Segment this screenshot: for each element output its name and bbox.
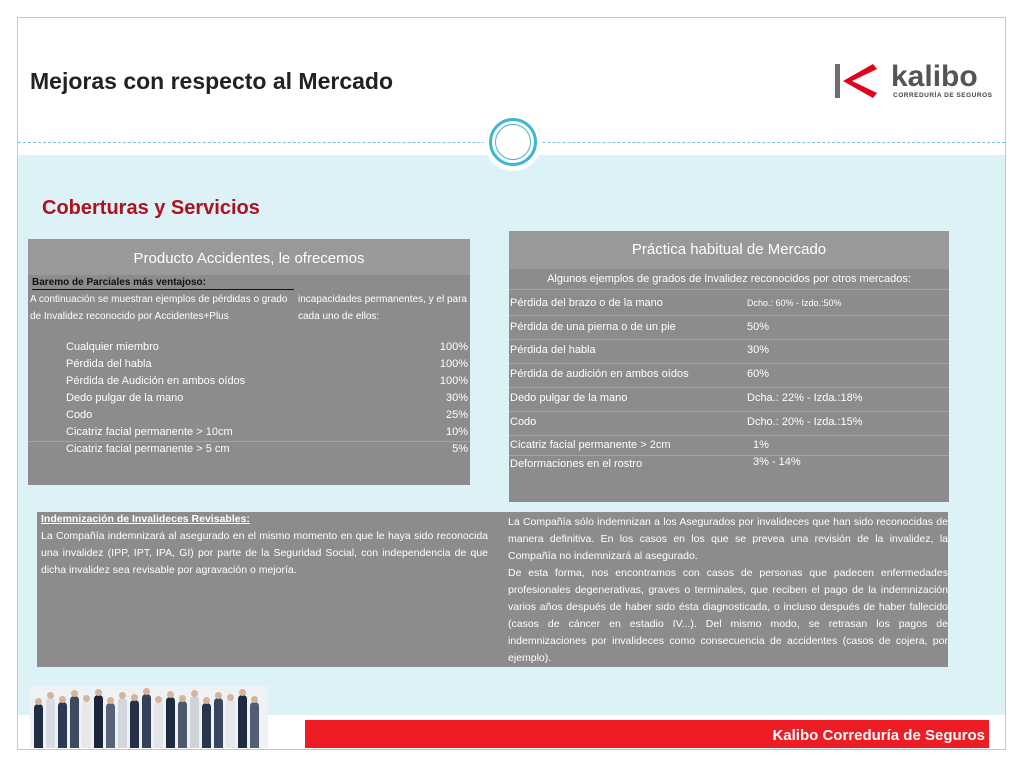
footer-text: Kalibo Correduría de Seguros	[772, 727, 985, 744]
row-label: Pérdida de Audición en ambos oídos	[66, 375, 246, 387]
photo-person	[202, 703, 211, 748]
row-label: Pérdida del habla	[66, 358, 152, 370]
photo-person	[142, 694, 151, 748]
table-row	[66, 407, 470, 424]
table-row	[509, 292, 949, 315]
photo-person-head	[251, 696, 258, 703]
photo-person-head	[143, 688, 150, 695]
photo-person	[214, 698, 223, 748]
photo-person	[130, 700, 139, 748]
producto-intro-left: A continuación se muestran ejemplos de pérdidas o grado de Invalidez reconocido por Accidentes+Plus	[30, 294, 288, 322]
row-label: Pérdida de una pierna o de un pie	[510, 321, 676, 333]
row-value: 100%	[439, 375, 468, 387]
row-label: Deformaciones en el rostro	[510, 458, 643, 470]
kalibo-logo	[833, 60, 993, 104]
row-value: 30%	[445, 392, 468, 404]
right-paragraph-2: De esta forma, nos encontramos con casos de personas que padecen enfermedades profesionales degenerativas, graves o terminales, que reciben el pago de la indemnización varios años después de haber sido ésta diagnosticada, o incluso después de haber fallecido (casos de cáncer en estadio IV...). Del mismo modo, se retrasan los pagos de indemnizaciones por invalideces como consecuencia de accidentes (casos de cojera, por ejemplo).	[508, 567, 948, 664]
kalibo-logo-icon	[833, 62, 885, 100]
table-row	[66, 339, 470, 356]
invalideces-panel	[37, 512, 948, 667]
photo-person-head	[119, 692, 126, 699]
table-row	[66, 356, 470, 373]
row-label: Codo	[66, 409, 93, 421]
photo-person-head	[179, 695, 186, 702]
row-value: 3% - 14%	[753, 456, 801, 468]
producto-intro-right: incapacidades permanentes, y el para cada uno de ellos:	[298, 294, 467, 322]
row-value: 50%	[747, 321, 770, 333]
row-label: Cicatriz facial permanente > 10cm	[66, 426, 233, 438]
photo-person-head	[239, 689, 246, 696]
photo-person	[58, 702, 67, 748]
row-value: 30%	[747, 344, 770, 356]
table-row	[509, 411, 949, 434]
photo-person-head	[83, 695, 90, 702]
row-divider	[509, 289, 949, 290]
table-row	[509, 316, 949, 339]
photo-person	[154, 702, 163, 748]
row-label: Cicatriz facial permanente > 2cm	[510, 439, 671, 451]
row-value: 60%	[747, 368, 770, 380]
producto-header: Producto Accidentes, le ofrecemos	[28, 239, 470, 275]
page-title: Mejoras con respecto al Mercado	[30, 68, 394, 94]
photo-person	[118, 698, 127, 748]
footer-bar	[305, 720, 989, 748]
photo-person-head	[227, 694, 234, 701]
photo-person-head	[59, 696, 66, 703]
row-label: Dedo pulgar de la mano	[66, 392, 184, 404]
photo-person	[178, 701, 187, 748]
table-row	[66, 424, 470, 441]
baremo-label: Baremo de Parciales más ventajoso:	[32, 277, 294, 290]
photo-person	[34, 704, 43, 748]
photo-person-head	[215, 692, 222, 699]
photo-person	[94, 695, 103, 748]
photo-person-head	[155, 696, 162, 703]
photo-person-head	[191, 690, 198, 697]
row-value: 5%	[452, 443, 468, 455]
mercado-panel	[509, 231, 949, 502]
mercado-header: Práctica habitual de Mercado	[509, 231, 949, 269]
team-photo	[30, 686, 268, 748]
row-label: Pérdida de audición en ambos oídos	[510, 368, 689, 380]
logo-wordmark: kalibo	[891, 60, 978, 93]
producto-panel	[28, 239, 470, 485]
photo-person-head	[203, 697, 210, 704]
photo-person-head	[95, 689, 102, 696]
table-row	[509, 339, 949, 362]
row-value: 25%	[445, 409, 468, 421]
table-row	[509, 387, 949, 410]
row-value: 1%	[753, 439, 769, 451]
row-label: Codo	[510, 416, 537, 428]
row-label: Dedo pulgar de la mano	[510, 392, 628, 404]
ring-inner-icon	[495, 124, 531, 160]
row-label: Cicatriz facial permanente > 5 cm	[66, 443, 230, 455]
photo-person	[106, 703, 115, 748]
photo-person	[190, 696, 199, 748]
right-paragraph-1: La Compañía sólo indemnizan a los Asegurados por invalideces que han sido reconocidas de manera definitiva. En los casos en los que se prevea una revisión de la invalidez, la Compañía no indemnizará al asegurado.	[508, 516, 948, 562]
row-value: 100%	[439, 358, 468, 370]
photo-person-head	[35, 698, 42, 705]
row-label: Cualquier miembro	[66, 341, 159, 353]
table-row	[66, 373, 470, 390]
photo-person-head	[71, 690, 78, 697]
table-row	[509, 453, 949, 476]
table-row	[66, 441, 470, 458]
row-value: Dcho.: 60% - Izdo.:50%	[747, 298, 842, 308]
row-value: Dcha.: 22% - Izda.:18%	[747, 392, 863, 404]
photo-person	[250, 702, 259, 748]
photo-person	[46, 698, 55, 748]
photo-person	[226, 700, 235, 748]
row-value: 10%	[445, 426, 468, 438]
photo-person	[166, 697, 175, 748]
section-title: Coberturas y Servicios	[42, 197, 260, 219]
photo-person	[82, 701, 91, 748]
mercado-subheader: Algunos ejemplos de grados de Invalidez reconocidos por otros mercados:	[547, 273, 911, 285]
invalideces-right-text	[508, 514, 948, 667]
logo-subtitle: CORREDURÍA DE SEGUROS	[893, 92, 993, 99]
row-label: Pérdida del habla	[510, 344, 596, 356]
photo-person	[70, 696, 79, 748]
photo-person-head	[47, 692, 54, 699]
photo-person-head	[167, 691, 174, 698]
photo-person-head	[107, 697, 114, 704]
invalideces-left-text: La Compañía indemnizará al asegurado en el mismo momento en que le haya sido reconocida una invalidez (IPP, IPT, IPA, GI) por parte de la Seguridad Social, con independencia de que dicha invalidez sea revisable por agravación o mejoría.	[41, 530, 488, 576]
row-label: Pérdida del brazo o de la mano	[510, 297, 663, 309]
photo-person	[238, 695, 247, 748]
photo-person-head	[131, 694, 138, 701]
row-value: 100%	[439, 341, 468, 353]
row-value: Dcho.: 20% - Izda.:15%	[747, 416, 863, 428]
table-row	[509, 363, 949, 386]
invalideces-title: Indemnización de Invalideces Revisables:	[41, 513, 250, 525]
table-row	[66, 390, 470, 407]
